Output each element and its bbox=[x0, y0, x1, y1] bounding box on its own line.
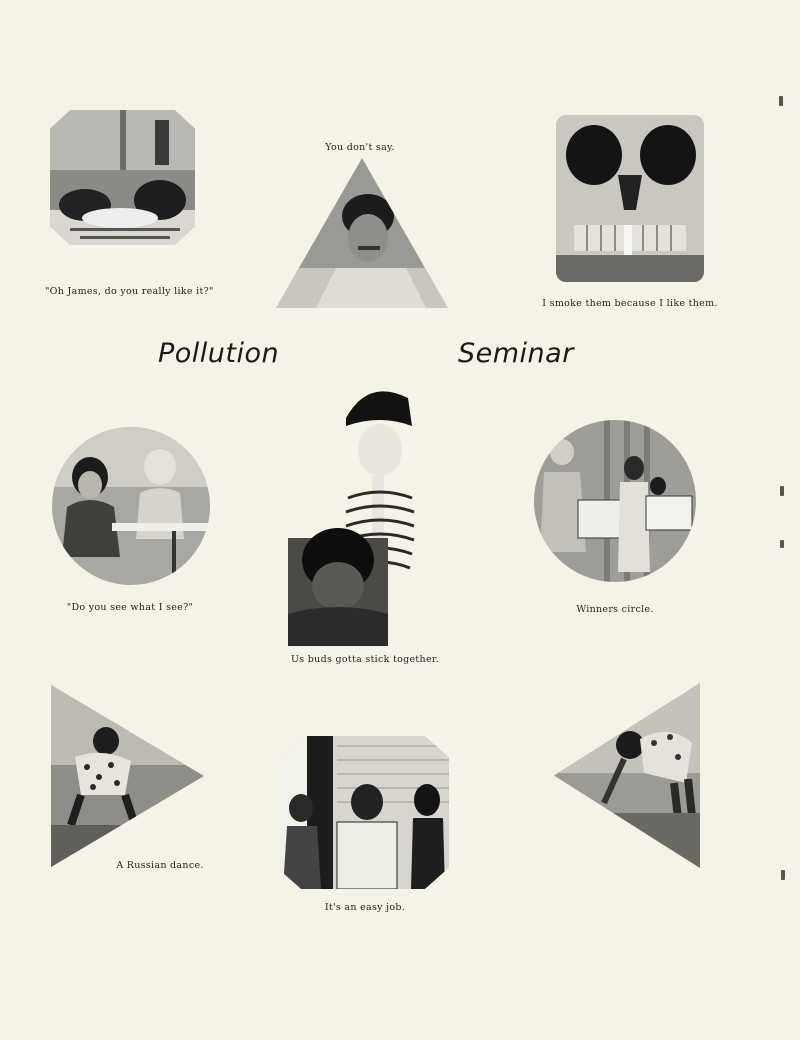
photo-russian-dance bbox=[51, 685, 204, 867]
binding-mark bbox=[781, 870, 785, 880]
photo-girls-on-floor bbox=[50, 110, 195, 245]
binding-mark bbox=[780, 540, 784, 548]
caption-photo7: A Russian dance. bbox=[116, 860, 204, 871]
caption-photo6: Winners circle. bbox=[576, 604, 654, 615]
page-title-left: Pollution bbox=[158, 338, 280, 369]
binding-mark bbox=[780, 486, 784, 496]
caption-photo2: You don't say. bbox=[325, 142, 395, 153]
photo-man-bending bbox=[554, 683, 700, 868]
page-title-right: Seminar bbox=[458, 338, 574, 369]
photo-protest-signs bbox=[277, 736, 449, 889]
caption-photo4: "Do you see what I see?" bbox=[66, 602, 194, 613]
binding-mark bbox=[779, 96, 783, 106]
caption-photo1: "Oh James, do you really like it?" bbox=[45, 286, 214, 297]
photo-skeleton-with-boy bbox=[288, 378, 440, 646]
photo-girls-at-table bbox=[52, 427, 210, 585]
caption-photo3: I smoke them because I like them. bbox=[542, 298, 718, 309]
caption-photo8: It's an easy job. bbox=[324, 902, 406, 913]
photo-winners-circle bbox=[534, 420, 696, 582]
caption-photo5: Us buds gotta stick together. bbox=[290, 654, 440, 665]
photo-skull-cigarette bbox=[556, 115, 704, 282]
photo-young-man bbox=[276, 158, 448, 308]
